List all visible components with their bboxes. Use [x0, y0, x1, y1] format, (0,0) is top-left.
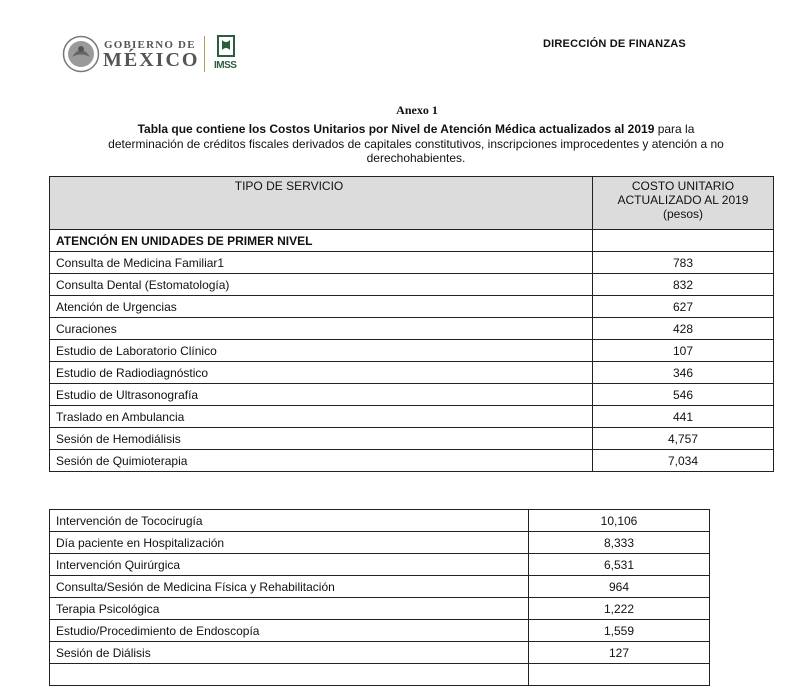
service-cell: Estudio de Radiodiagnóstico: [50, 362, 593, 384]
service-cell: Consulta de Medicina Familiar1: [50, 252, 593, 274]
cost-cell: 783: [593, 252, 774, 274]
table-row: [50, 450, 774, 472]
table-row: [50, 274, 774, 296]
cost-cell: [529, 664, 710, 686]
cost-cell: 441: [593, 406, 774, 428]
service-cell: Estudio/Procedimiento de Endoscopía: [50, 620, 529, 642]
table-row: [50, 532, 710, 554]
intro-paragraph: [108, 122, 724, 166]
cost-cell: 6,531: [529, 554, 710, 576]
table-row: [50, 318, 774, 340]
cost-cell: 428: [593, 318, 774, 340]
cost-cell: 1,559: [529, 620, 710, 642]
table-row: [50, 510, 710, 532]
service-cell: Estudio de Laboratorio Clínico: [50, 340, 593, 362]
header-cost: COSTO UNITARIO ACTUALIZADO AL 2019 (pesos): [593, 177, 774, 230]
table-row: [50, 620, 710, 642]
imss-logo-text: IMSS: [214, 60, 237, 71]
logo-divider: [204, 36, 205, 72]
table-row: [50, 642, 710, 664]
service-cell: [50, 664, 529, 686]
intro-rest: para la determinación de créditos fiscales derivados de capitales constitutivos, inscripciones improcedentes y atención a no derechohabientes.: [108, 122, 724, 165]
section-title: ATENCIÓN EN UNIDADES DE PRIMER NIVEL: [50, 230, 593, 252]
cost-cell: 546: [593, 384, 774, 406]
cost-cell: 7,034: [593, 450, 774, 472]
gob-top-text: GOBIERNO DE: [104, 39, 196, 51]
section-row: [50, 230, 774, 252]
table-row: [50, 598, 710, 620]
cost-cell: 1,222: [529, 598, 710, 620]
service-cell: Traslado en Ambulancia: [50, 406, 593, 428]
table-row: [50, 384, 774, 406]
table-row: [50, 406, 774, 428]
cost-cell: 107: [593, 340, 774, 362]
table-row: [50, 296, 774, 318]
cost-cell: 346: [593, 362, 774, 384]
table-row: [50, 664, 710, 686]
table-row: [50, 362, 774, 384]
table-row: [50, 340, 774, 362]
table-row: [50, 554, 710, 576]
logo-block: [62, 34, 252, 74]
service-cell: Estudio de Ultrasonografía: [50, 384, 593, 406]
table-header-row: [50, 177, 774, 230]
service-cell: Consulta Dental (Estomatología): [50, 274, 593, 296]
table-row: [50, 428, 774, 450]
section-cost-empty: [593, 230, 774, 252]
table-row: [50, 576, 710, 598]
service-cell: Sesión de Quimioterapia: [50, 450, 593, 472]
service-cell: Sesión de Diálisis: [50, 642, 529, 664]
cost-cell: 8,333: [529, 532, 710, 554]
service-cell: Curaciones: [50, 318, 593, 340]
service-cell: Intervención de Tococirugía: [50, 510, 529, 532]
service-cell: Consulta/Sesión de Medicina Física y Rehabilitación: [50, 576, 529, 598]
cost-cell: 627: [593, 296, 774, 318]
cost-cell: 4,757: [593, 428, 774, 450]
service-cell: Atención de Urgencias: [50, 296, 593, 318]
cost-cell: 964: [529, 576, 710, 598]
service-cell: Intervención Quirúrgica: [50, 554, 529, 576]
department-title: DIRECCIÓN DE FINANZAS: [543, 38, 686, 50]
annex-title: Anexo 1: [396, 103, 438, 117]
gob-bottom-text: MÉXICO: [103, 49, 200, 71]
mexico-seal-icon: [62, 35, 100, 73]
cost-table-second: [49, 509, 710, 686]
table-row: [50, 252, 774, 274]
cost-cell: 10,106: [529, 510, 710, 532]
service-cell: Terapia Psicológica: [50, 598, 529, 620]
service-cell: Sesión de Hemodiálisis: [50, 428, 593, 450]
service-cell: Día paciente en Hospitalización: [50, 532, 529, 554]
cost-table-first-level: [49, 176, 774, 472]
intro-bold: Tabla que contiene los Costos Unitarios por Nivel de Atención Médica actualizados al 2019: [137, 122, 655, 136]
header-service: TIPO DE SERVICIO: [50, 177, 593, 230]
cost-cell: 127: [529, 642, 710, 664]
cost-cell: 832: [593, 274, 774, 296]
